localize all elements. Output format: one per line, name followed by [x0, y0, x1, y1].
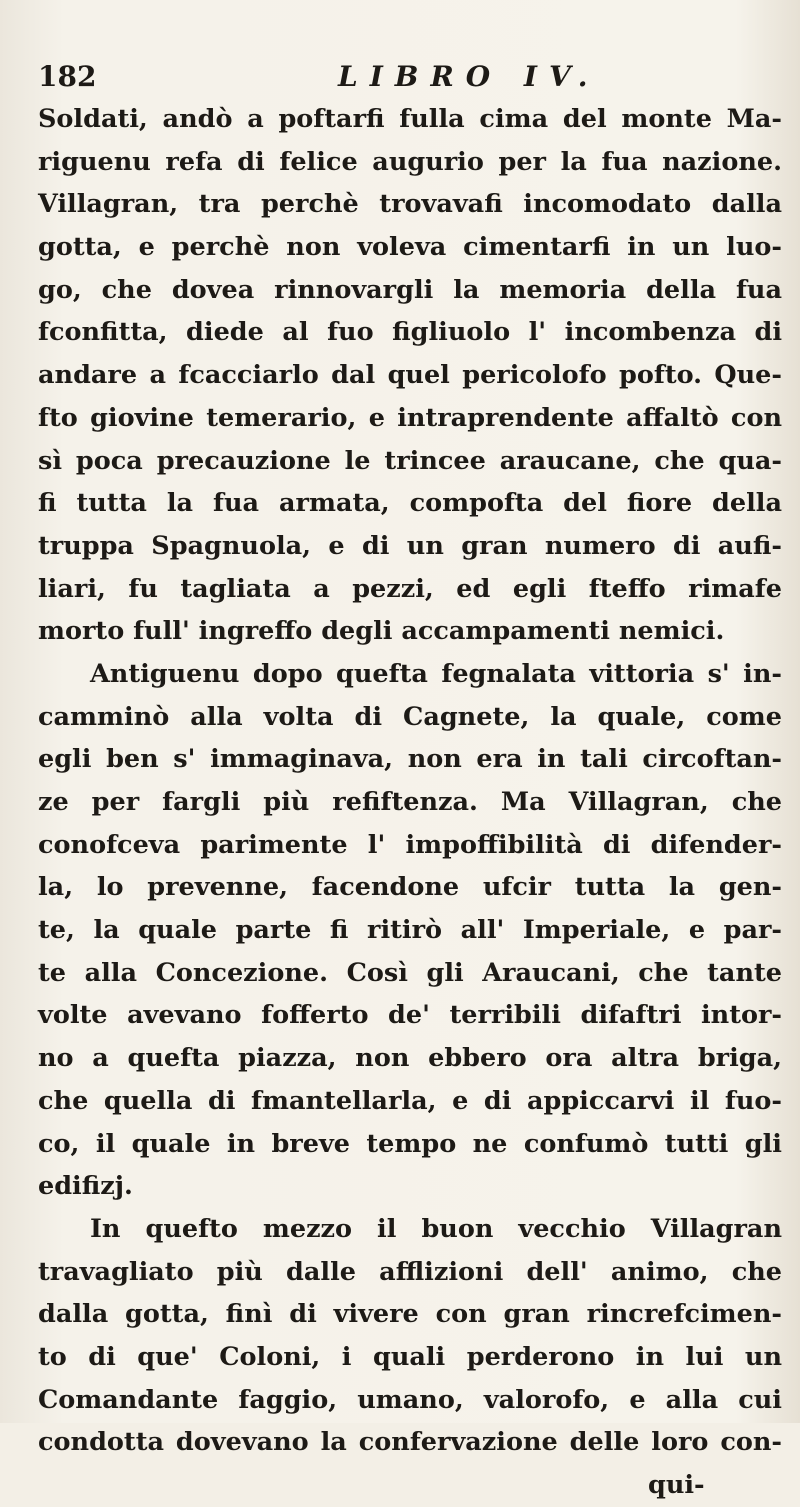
text-line: In quefto mezzo il buon vecchio Villagran: [90, 1213, 782, 1244]
text-line: te, la quale parte fi ritirò all' Imperiale, e par-: [38, 915, 782, 946]
text-line: ze per fargli più refiftenza. Ma Villagran, che: [38, 787, 782, 817]
text-line: fto giovine temerario, e intraprendente affaltò con: [38, 402, 782, 433]
text-line: dalla gotta, finì di vivere con gran rincrefcimen-: [38, 1299, 782, 1330]
text-line: la, lo prevenne, facendone ufcir tutta la gen-: [38, 872, 782, 903]
page-header: [38, 60, 758, 100]
text-line: travagliato più dalle afflizioni dell' animo, che: [38, 1256, 782, 1287]
text-line: Soldati, andò a poftarfi fulla cima del monte Ma-: [38, 104, 782, 134]
page-number: 182: [38, 60, 97, 93]
running-head: LIBRO IV.: [338, 60, 600, 93]
text-line: morto full' ingreffo degli accampamenti nemici.: [38, 616, 725, 647]
text-line: te alla Concezione. Così gli Araucani, che tante: [38, 957, 782, 988]
text-line: fconfitta, diede al fuo figliuolo l' incombenza di: [38, 317, 782, 348]
text-line: che quella di fmantellarla, e di appiccarvi il fuo-: [38, 1085, 782, 1116]
text-line: fi tutta la fua armata, compofta del fiore della: [38, 488, 782, 519]
text-line: go, che dovea rinnovargli la memoria della fua: [38, 274, 782, 305]
text-line: sì poca precauzione le trincee araucane, che qua-: [38, 445, 782, 476]
text-line: truppa Spagnuola, e di un gran numero di aufi-: [38, 530, 782, 561]
text-line: volte avevano fofferto de' terribili difaftri intor-: [38, 1000, 782, 1031]
text-line: liari, fu tagliata a pezzi, ed egli fteffo rimafe: [38, 573, 782, 604]
text-line: Antiguenu dopo quefta fegnalata vittoria s' in-: [90, 658, 782, 689]
text-line: conofceva parimente l' impoffibilità di difender-: [38, 829, 782, 860]
text-line: riguenu refa di felice augurio per la fua nazione.: [38, 146, 782, 177]
text-line: andare a fcacciarlo dal quel pericolofo pofto. Que-: [38, 360, 782, 391]
text-line: to di que' Coloni, i quali perderono in lui un: [38, 1341, 782, 1372]
text-line: camminò alla volta di Cagnete, la quale, come: [38, 701, 782, 732]
text-line: edifizj.: [38, 1171, 133, 1202]
text-line: gotta, e perchè non voleva cimentarfi in un luo-: [38, 232, 782, 263]
text-line: Comandante faggio, umano, valorofo, e alla cui: [38, 1384, 782, 1415]
body-text: [38, 98, 782, 1507]
catchword: qui-: [648, 1470, 705, 1500]
text-line: egli ben s' immaginava, non era in tali circoftan-: [38, 744, 782, 775]
text-line: Villagran, tra perchè trovavafi incomodato dalla: [38, 189, 782, 220]
text-line: co, il quale in breve tempo ne confumò tutti gli: [38, 1128, 782, 1159]
text-line: condotta dovevano la confervazione delle loro con-: [38, 1427, 782, 1458]
text-line: no a quefta piazza, non ebbero ora altra briga,: [38, 1043, 782, 1074]
